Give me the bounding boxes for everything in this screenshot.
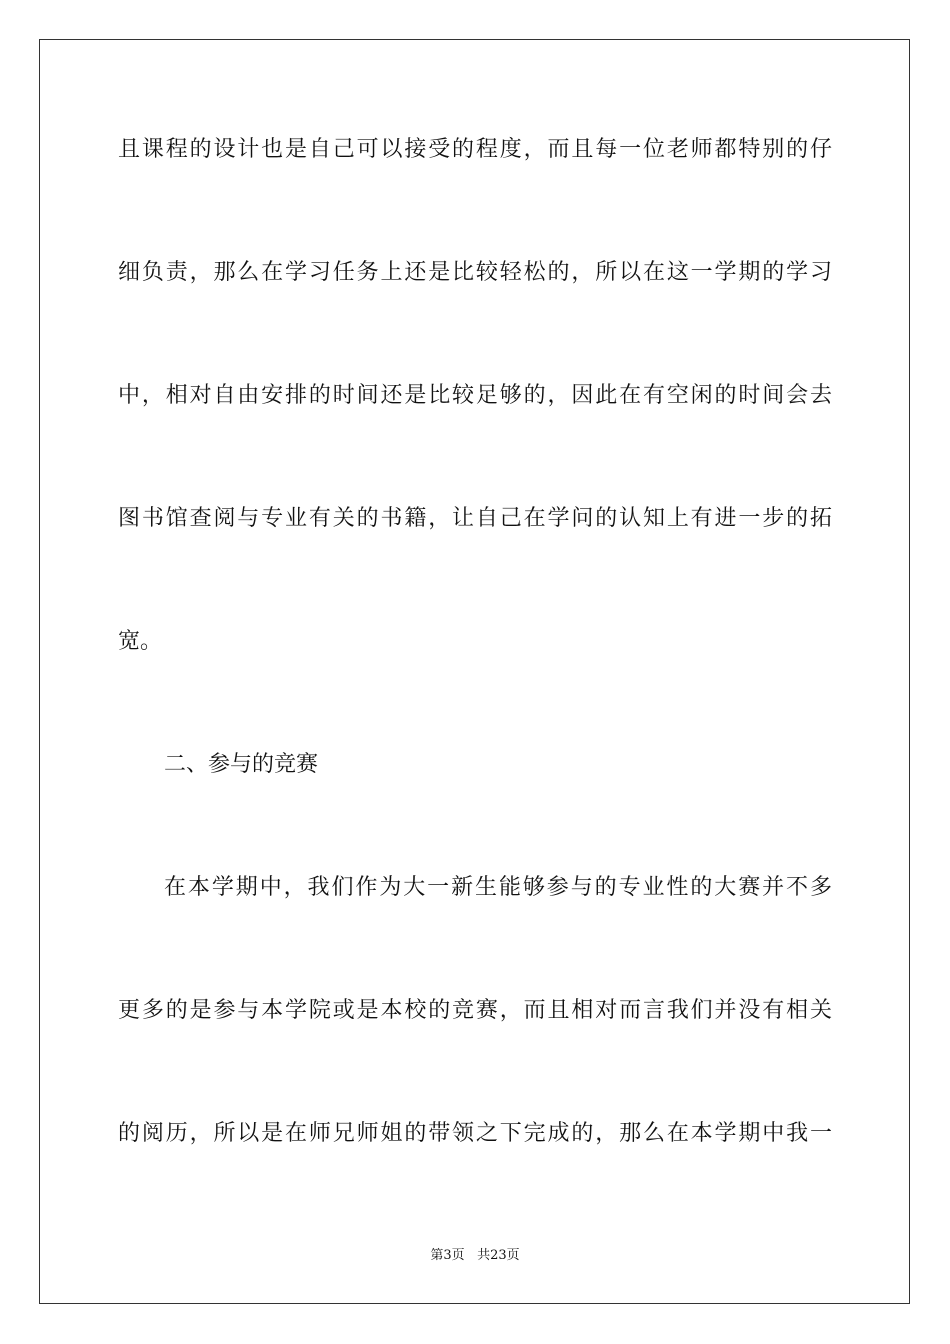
page-number: 第3页	[430, 1248, 465, 1263]
paragraph-line-4: 图书馆查阅与专业有关的书籍，让自己在学问的认知上有进一步的拓	[118, 506, 832, 531]
page-total: 共23页	[477, 1248, 520, 1263]
paragraph-line-3: 中，相对自由安排的时间还是比较足够的，因此在有空闲的时间会去	[118, 383, 832, 408]
section-paragraph-line-2: 更多的是参与本学院或是本校的竞赛，而且相对而言我们并没有相关	[118, 998, 832, 1023]
section-heading: 二、参与的竞赛	[164, 752, 319, 777]
paragraph-line-5: 宽。	[118, 629, 163, 654]
section-paragraph-line-1: 在本学期中，我们作为大一新生能够参与的专业性的大赛并不多	[164, 875, 832, 900]
section-paragraph-line-3: 的阅历，所以是在师兄师姐的带领之下完成的，那么在本学期中我一	[118, 1121, 832, 1146]
paragraph-line-2: 细负责，那么在学习任务上还是比较轻松的，所以在这一学期的学习	[118, 260, 832, 285]
page-footer	[0, 1248, 950, 1264]
page-border	[39, 39, 910, 1304]
paragraph-line-1: 且课程的设计也是自己可以接受的程度，而且每一位老师都特别的仔	[118, 137, 832, 162]
